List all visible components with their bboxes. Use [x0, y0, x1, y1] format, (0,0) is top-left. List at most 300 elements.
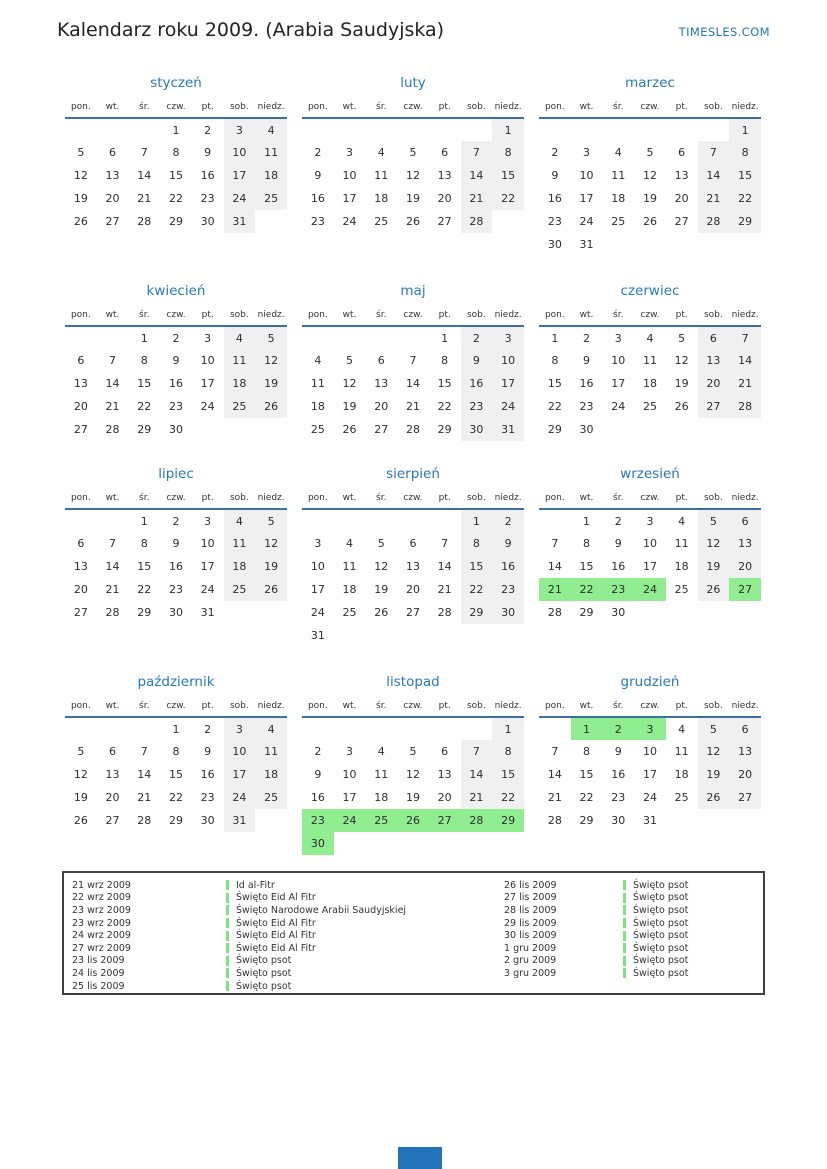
empty-cell: [666, 418, 698, 441]
month-2: [302, 72, 524, 280]
day-cell: 28: [729, 395, 761, 418]
day-cell: 14: [461, 164, 493, 187]
empty-cell: [634, 601, 666, 624]
day-cell: 19: [342, 400, 357, 413]
legend-column-left: [64, 873, 504, 993]
day-cell: 9: [461, 349, 493, 372]
day-cell: 16: [310, 192, 325, 205]
weekday-header: wt.: [571, 492, 603, 509]
day-cell: 5: [377, 537, 385, 550]
day-cell: 16: [611, 560, 626, 573]
day-cell: 11: [374, 169, 389, 182]
legend-date: 28 lis 2009: [504, 904, 557, 916]
weekday-header: wt.: [97, 700, 129, 717]
day-cell: 15: [579, 560, 594, 573]
day-cell: 14: [105, 377, 120, 390]
day-cell: 27: [698, 395, 730, 418]
weekday-header: niedz.: [255, 101, 287, 118]
month-12: [539, 671, 761, 871]
empty-cell: [397, 717, 429, 740]
empty-cell: [334, 717, 366, 740]
day-cell: 17: [310, 583, 325, 596]
day-cell: 20: [374, 400, 389, 413]
weekday-header: niedz.: [492, 700, 524, 717]
empty-cell: [255, 601, 287, 624]
holiday-tick-icon: [226, 956, 229, 966]
day-cell: 18: [674, 768, 689, 781]
day-cell: 12: [405, 768, 420, 781]
day-cell: 4: [377, 745, 385, 758]
day-cell: 6: [77, 354, 85, 367]
day-cell: 8: [551, 354, 559, 367]
weekday-header: niedz.: [255, 309, 287, 326]
month-title[interactable]: grudzień: [620, 674, 680, 690]
month-title[interactable]: wrzesień: [620, 466, 680, 482]
weekday-header: niedz.: [492, 492, 524, 509]
day-cell: 3: [634, 717, 666, 740]
day-cell: 25: [674, 583, 689, 596]
day-cell: 20: [674, 192, 689, 205]
empty-cell: [429, 717, 461, 740]
legend-holiday-name: Święto psot: [633, 930, 689, 942]
day-cell: 4: [224, 326, 256, 349]
day-cell: 25: [611, 215, 626, 228]
day-cell: 6: [109, 745, 117, 758]
day-cell: 2: [583, 331, 591, 345]
weekday-header: czw.: [397, 492, 429, 509]
day-cell: 29: [492, 809, 524, 832]
day-cell: 26: [374, 606, 389, 619]
day-cell: 3: [204, 514, 212, 528]
empty-cell: [365, 717, 397, 740]
empty-cell: [602, 118, 634, 141]
day-cell: 4: [255, 118, 287, 141]
empty-cell: [397, 118, 429, 141]
day-cell: 1: [571, 717, 603, 740]
day-cell: 17: [611, 377, 626, 390]
day-cell: 12: [674, 354, 689, 367]
day-cell: 4: [646, 331, 654, 345]
day-cell: 11: [674, 537, 689, 550]
legend-entry: [72, 929, 504, 942]
day-cell: 12: [698, 532, 730, 555]
weekday-header: czw.: [634, 101, 666, 118]
day-cell: 23: [611, 791, 626, 804]
empty-cell: [65, 509, 97, 532]
day-cell: 30: [611, 814, 626, 827]
empty-cell: [192, 418, 224, 441]
weekday-header: pt.: [666, 700, 698, 717]
weekday-header: pon.: [302, 700, 334, 717]
day-cell: 11: [224, 349, 256, 372]
day-cell: 23: [302, 809, 334, 832]
day-cell: 2: [602, 717, 634, 740]
day-cell: 13: [729, 740, 761, 763]
day-cell: 20: [437, 192, 452, 205]
day-cell: 30: [200, 814, 215, 827]
month-grid-table: [65, 492, 287, 624]
day-cell: 21: [405, 400, 420, 413]
legend-entry: [504, 917, 763, 930]
day-cell: 4: [377, 146, 385, 159]
legend-holiday-name: Id al-Fitr: [236, 879, 275, 891]
day-cell: 8: [583, 745, 591, 758]
day-cell: 25: [365, 809, 397, 832]
day-cell: 25: [310, 423, 325, 436]
day-cell: 24: [224, 786, 256, 809]
day-cell: 12: [73, 169, 88, 182]
weekday-header: pon.: [65, 700, 97, 717]
empty-cell: [539, 118, 571, 141]
month-title[interactable]: czerwiec: [620, 283, 680, 299]
day-cell: 10: [642, 745, 657, 758]
empty-cell: [365, 624, 397, 647]
month-7: [65, 463, 287, 671]
day-cell: 14: [105, 560, 120, 573]
weekday-header: sob.: [461, 309, 493, 326]
day-cell: 7: [140, 745, 148, 758]
day-cell: 27: [73, 606, 88, 619]
weekday-header: pon.: [302, 309, 334, 326]
legend-date: 25 lis 2009: [72, 980, 125, 992]
day-cell: 26: [255, 395, 287, 418]
day-cell: 6: [377, 354, 385, 367]
legend-entry: [72, 955, 504, 968]
day-cell: 1: [172, 722, 180, 736]
day-cell: 5: [698, 509, 730, 532]
month-title[interactable]: kwiecień: [146, 283, 206, 299]
empty-cell: [492, 624, 524, 647]
month-grid-table: [539, 700, 761, 832]
day-cell: 8: [172, 146, 180, 159]
day-cell: 23: [200, 791, 215, 804]
holiday-tick-icon: [226, 943, 229, 953]
day-cell: 15: [729, 164, 761, 187]
day-cell: 13: [437, 768, 452, 781]
day-cell: 9: [314, 768, 322, 781]
empty-cell: [128, 717, 160, 740]
empty-cell: [539, 717, 571, 740]
month-4: [65, 280, 287, 463]
legend-holiday-name: Święto Eid Al Fitr: [236, 892, 316, 904]
day-cell: 27: [105, 215, 120, 228]
day-cell: 27: [729, 786, 761, 809]
day-cell: 7: [698, 141, 730, 164]
empty-cell: [698, 809, 730, 832]
month-title[interactable]: sierpień: [386, 466, 440, 482]
day-cell: 9: [614, 745, 622, 758]
day-cell: 19: [698, 763, 730, 786]
day-cell: 17: [642, 768, 657, 781]
weekday-header: wt.: [334, 492, 366, 509]
day-cell: 2: [172, 514, 180, 528]
legend-date: 23 wrz 2009: [72, 904, 131, 916]
day-cell: 30: [302, 832, 334, 855]
day-cell: 10: [224, 141, 256, 164]
day-cell: 9: [204, 146, 212, 159]
day-cell: 14: [437, 560, 452, 573]
empty-cell: [429, 624, 461, 647]
legend-holiday-name: Święto psot: [633, 917, 689, 929]
empty-cell: [634, 418, 666, 441]
day-cell: 23: [168, 583, 183, 596]
month-title[interactable]: październik: [137, 674, 215, 690]
month-title[interactable]: listopad: [386, 674, 440, 690]
month-grid-table: [539, 101, 761, 256]
day-cell: 7: [461, 740, 493, 763]
weekday-header: pon.: [302, 101, 334, 118]
day-cell: 26: [73, 215, 88, 228]
weekday-header: pt.: [192, 101, 224, 118]
day-cell: 19: [255, 555, 287, 578]
day-cell: 18: [342, 583, 357, 596]
day-cell: 31: [579, 238, 594, 251]
empty-cell: [729, 233, 761, 256]
site-link[interactable]: TIMESLES.COM: [678, 25, 770, 39]
day-cell: 29: [461, 601, 493, 624]
day-cell: 21: [137, 192, 152, 205]
day-cell: 8: [140, 537, 148, 550]
empty-cell: [65, 326, 97, 349]
weekday-header: sob.: [224, 700, 256, 717]
day-cell: 30: [547, 238, 562, 251]
day-cell: 17: [342, 192, 357, 205]
month-grid-table: [302, 700, 524, 855]
empty-cell: [666, 118, 698, 141]
day-cell: 14: [405, 377, 420, 390]
empty-cell: [302, 326, 334, 349]
day-cell: 30: [168, 423, 183, 436]
empty-cell: [97, 118, 129, 141]
day-cell: 25: [374, 215, 389, 228]
day-cell: 22: [492, 786, 524, 809]
day-cell: 30: [579, 423, 594, 436]
day-cell: 27: [437, 215, 452, 228]
legend-date: 22 wrz 2009: [72, 892, 131, 904]
empty-cell: [397, 326, 429, 349]
empty-cell: [729, 418, 761, 441]
month-title[interactable]: marzec: [625, 75, 675, 91]
day-cell: 8: [172, 745, 180, 758]
day-cell: 24: [579, 215, 594, 228]
day-cell: 23: [200, 192, 215, 205]
empty-cell: [429, 118, 461, 141]
day-cell: 26: [342, 423, 357, 436]
day-cell: 24: [342, 215, 357, 228]
weekday-header: wt.: [97, 492, 129, 509]
day-cell: 27: [429, 809, 461, 832]
day-cell: 4: [314, 354, 322, 367]
day-cell: 12: [255, 349, 287, 372]
empty-cell: [539, 509, 571, 532]
day-cell: 6: [678, 146, 686, 159]
day-cell: 21: [461, 187, 493, 210]
day-cell: 21: [539, 578, 571, 601]
day-cell: 11: [674, 745, 689, 758]
day-cell: 26: [674, 400, 689, 413]
day-cell: 19: [73, 791, 88, 804]
day-cell: 4: [678, 514, 686, 528]
empty-cell: [365, 118, 397, 141]
day-cell: 17: [224, 763, 256, 786]
day-cell: 2: [551, 146, 559, 159]
day-cell: 12: [698, 740, 730, 763]
day-cell: 27: [674, 215, 689, 228]
empty-cell: [698, 118, 730, 141]
empty-cell: [602, 233, 634, 256]
month-title[interactable]: styczeń: [150, 75, 202, 91]
legend-entry: [504, 955, 763, 968]
legend-date: 23 wrz 2009: [72, 917, 131, 929]
day-cell: 20: [437, 791, 452, 804]
month-title[interactable]: lipiec: [158, 466, 194, 482]
day-cell: 26: [642, 215, 657, 228]
empty-cell: [729, 809, 761, 832]
day-cell: 9: [583, 354, 591, 367]
day-cell: 28: [105, 606, 120, 619]
day-cell: 12: [374, 560, 389, 573]
weekday-header: wt.: [334, 101, 366, 118]
day-cell: 21: [105, 583, 120, 596]
weekday-header: wt.: [97, 309, 129, 326]
weekday-header: czw.: [160, 309, 192, 326]
day-cell: 18: [255, 164, 287, 187]
day-cell: 9: [204, 745, 212, 758]
day-cell: 8: [461, 532, 493, 555]
day-cell: 2: [461, 326, 493, 349]
day-cell: 8: [492, 740, 524, 763]
legend-holiday-name: Święto Eid Al Fitr: [236, 942, 316, 954]
day-cell: 5: [409, 146, 417, 159]
empty-cell: [255, 418, 287, 441]
day-cell: 20: [729, 763, 761, 786]
day-cell: 18: [674, 560, 689, 573]
month-3: [539, 72, 761, 280]
day-cell: 19: [405, 791, 420, 804]
day-cell: 30: [461, 418, 493, 441]
day-cell: 7: [109, 537, 117, 550]
day-cell: 13: [729, 532, 761, 555]
empty-cell: [65, 118, 97, 141]
day-cell: 15: [579, 768, 594, 781]
weekday-header: pon.: [539, 309, 571, 326]
empty-cell: [334, 624, 366, 647]
day-cell: 20: [405, 583, 420, 596]
day-cell: 5: [77, 745, 85, 758]
holiday-tick-icon: [226, 893, 229, 903]
day-cell: 29: [547, 423, 562, 436]
day-cell: 13: [405, 560, 420, 573]
day-cell: 10: [224, 740, 256, 763]
day-cell: 16: [547, 192, 562, 205]
weekday-header: śr.: [602, 309, 634, 326]
weekday-header: czw.: [397, 309, 429, 326]
day-cell: 3: [224, 118, 256, 141]
day-cell: 5: [346, 354, 354, 367]
day-cell: 29: [729, 210, 761, 233]
legend-holiday-name: Święto psot: [633, 879, 689, 891]
day-cell: 8: [492, 141, 524, 164]
day-cell: 10: [342, 768, 357, 781]
day-cell: 3: [583, 146, 591, 159]
weekday-header: pt.: [666, 101, 698, 118]
day-cell: 18: [255, 763, 287, 786]
day-cell: 11: [224, 532, 256, 555]
legend-holiday-name: Święto psot: [633, 904, 689, 916]
weekday-header: śr.: [128, 101, 160, 118]
weekday-header: wt.: [571, 309, 603, 326]
day-cell: 20: [73, 400, 88, 413]
day-cell: 14: [547, 560, 562, 573]
day-cell: 15: [168, 169, 183, 182]
month-8: [302, 463, 524, 671]
day-cell: 19: [405, 192, 420, 205]
day-cell: 5: [255, 326, 287, 349]
day-cell: 31: [224, 809, 256, 832]
day-cell: 17: [579, 192, 594, 205]
day-cell: 23: [461, 395, 493, 418]
weekday-header: pon.: [65, 492, 97, 509]
day-cell: 24: [634, 578, 666, 601]
day-cell: 5: [255, 509, 287, 532]
legend-entry: [72, 904, 504, 917]
weekday-header: śr.: [128, 309, 160, 326]
day-cell: 1: [492, 717, 524, 740]
day-cell: 22: [571, 578, 603, 601]
holiday-tick-icon: [226, 931, 229, 941]
legend-holiday-name: Święto Eid Al Fitr: [236, 930, 316, 942]
day-cell: 14: [137, 768, 152, 781]
day-cell: 1: [492, 118, 524, 141]
legend-holiday-name: Święto psot: [236, 980, 292, 992]
weekday-header: śr.: [365, 309, 397, 326]
day-cell: 28: [461, 809, 493, 832]
day-cell: 13: [437, 169, 452, 182]
day-cell: 29: [168, 814, 183, 827]
day-cell: 1: [583, 514, 591, 528]
empty-cell: [302, 717, 334, 740]
holiday-tick-icon: [623, 956, 626, 966]
day-cell: 7: [409, 354, 417, 367]
day-cell: 9: [172, 354, 180, 367]
month-title[interactable]: maj: [400, 283, 426, 299]
weekday-header: czw.: [160, 101, 192, 118]
page-title: Kalendarz roku 2009. (Arabia Saudyjska): [57, 19, 445, 41]
legend-date: 27 lis 2009: [504, 892, 557, 904]
holiday-tick-icon: [623, 893, 626, 903]
empty-cell: [461, 118, 493, 141]
day-cell: 29: [137, 606, 152, 619]
month-grid-table: [539, 492, 761, 624]
day-cell: 27: [729, 578, 761, 601]
day-cell: 31: [642, 814, 657, 827]
day-cell: 2: [314, 745, 322, 758]
day-cell: 29: [579, 606, 594, 619]
month-title[interactable]: luty: [400, 75, 426, 91]
weekday-header: pt.: [429, 309, 461, 326]
day-cell: 19: [255, 372, 287, 395]
holiday-legend-box: [62, 871, 765, 995]
weekday-header: pon.: [65, 101, 97, 118]
day-cell: 1: [461, 509, 493, 532]
legend-holiday-name: Święto psot: [236, 967, 292, 979]
day-cell: 12: [255, 532, 287, 555]
day-cell: 3: [346, 745, 354, 758]
day-cell: 5: [77, 146, 85, 159]
day-cell: 10: [492, 349, 524, 372]
weekday-header: pt.: [192, 492, 224, 509]
weekday-header: czw.: [397, 101, 429, 118]
